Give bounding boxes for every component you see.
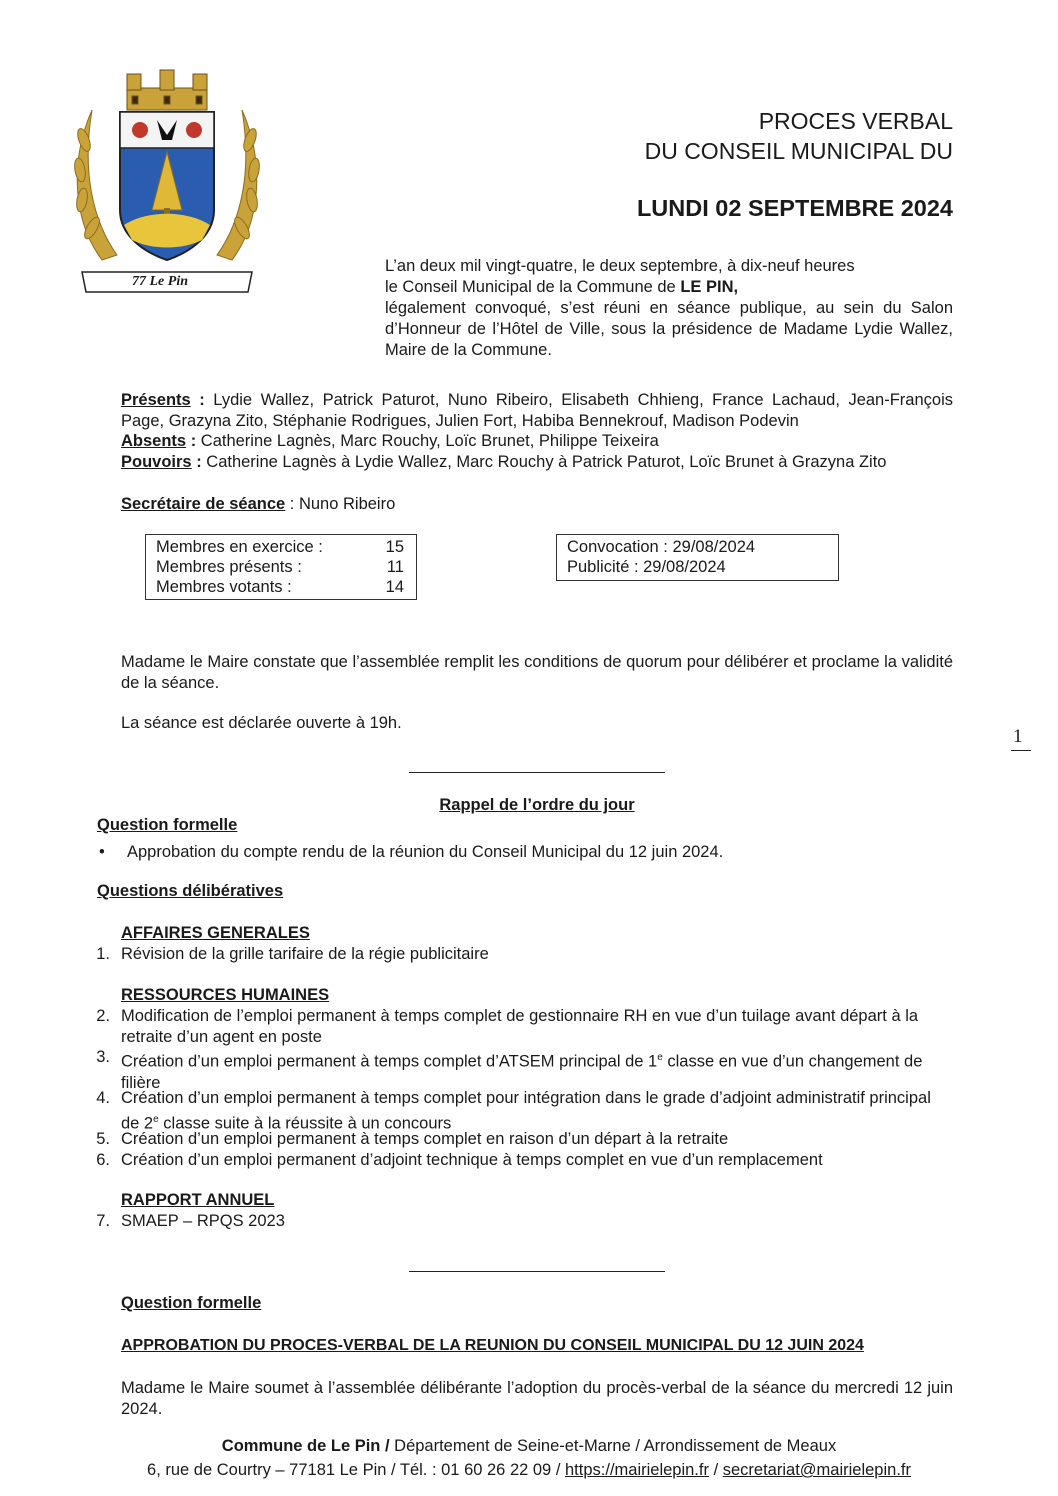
agenda-item-text: Création d’un emploi permanent à temps complet en raison d’un départ à la retraite <box>121 1130 729 1148</box>
pouvoirs-list: Catherine Lagnès à Lydie Wallez, Marc Rouchy à Patrick Paturot, Loïc Brunet à Grazyna Zito <box>206 453 887 471</box>
footer-line-1 <box>0 1437 1058 1456</box>
agenda-item <box>88 944 958 965</box>
bullet-icon: • <box>99 843 105 861</box>
agenda-item-number: 6. <box>96 1151 110 1169</box>
absents-list: Catherine Lagnès, Marc Rouchy, Loïc Brunet, Philippe Teixeira <box>200 432 659 450</box>
agenda-item-number: 1. <box>96 945 110 963</box>
intro-paragraph <box>385 256 953 361</box>
page-number: 1 <box>1013 726 1023 747</box>
absents-label: Absents <box>121 432 187 450</box>
footer-department: Département de Seine-et-Marne / Arrondissement de Meaux <box>389 1437 837 1455</box>
intro-line-2 <box>385 277 953 298</box>
coat-of-arms-logo <box>62 60 272 300</box>
section-affaires-generales: AFFAIRES GENERALES <box>121 924 310 942</box>
intro-line-2-prefix: le Conseil Municipal de la Commune de <box>385 278 681 296</box>
dates-box <box>556 534 839 581</box>
agenda-item-number: 5. <box>96 1130 110 1148</box>
secretaire-name: Nuno Ribeiro <box>298 495 396 513</box>
agenda-item-text: SMAEP – RPQS 2023 <box>121 1212 285 1230</box>
agenda-item-text: Création d’un emploi permanent à temps complet pour intégration dans le grade d’adjoint administratif principal de 2e classe suite à la réussite à un concours <box>121 1089 931 1133</box>
presents-list: Lydie Wallez, Patrick Paturot, Nuno Ribeiro, Elisabeth Chhieng, France Lachaud, Jean-François Page, Grazyna Zito, Stéphanie Rodrigues, Julien Fort, Habiba Bennekrouf, Madison Podevin <box>121 391 953 430</box>
agenda-item-text: Révision de la grille tarifaire de la régie publicitaire <box>121 945 489 963</box>
section-ressources-humaines: RESSOURCES HUMAINES <box>121 986 330 1004</box>
absents-paragraph: Absents : Catherine Lagnès, Marc Rouchy, Loïc Brunet, Philippe Teixeira <box>121 432 659 450</box>
divider <box>409 1271 665 1272</box>
title-line-1: PROCES VERBAL <box>758 108 953 134</box>
approbation-text: Madame le Maire soumet à l’assemblée délibérante l’adoption du procès-verbal de la séance du mercredi 12 juin 2024. <box>121 1379 953 1418</box>
website-link[interactable]: https://mairielepin.fr <box>565 1461 709 1479</box>
agenda-item <box>88 1006 958 1048</box>
title-line-2: DU CONSEIL MUNICIPAL DU <box>644 138 953 164</box>
approbation-title: APPROBATION DU PROCES-VERBAL DE LA REUNION DU CONSEIL MUNICIPAL DU 12 JUIN 2024 <box>121 1337 864 1354</box>
agenda-item-number: 7. <box>96 1212 110 1230</box>
secretaire-label: Secrétaire de séance <box>121 495 286 513</box>
agenda-item-number: 3. <box>96 1048 110 1066</box>
agenda-item <box>88 1047 958 1092</box>
members-count-box <box>145 534 417 600</box>
meeting-date-title: LUNDI 02 SEPTEMBRE 2024 <box>636 195 953 221</box>
formal-question-text: Approbation du compte rendu de la réunion du Conseil Municipal du 12 juin 2024. <box>127 843 724 861</box>
pouvoirs-label: Pouvoirs <box>121 453 192 471</box>
footer-address: 6, rue de Courtry – 77181 Le Pin / Tél. : 01 60 26 22 09 / <box>147 1461 565 1479</box>
agenda-item-text: Modification de l’emploi permanent à temps complet de gestionnaire RH en vue d’un tuilage avant départ à la retraite d’un agent en poste <box>121 1007 919 1046</box>
agenda-item <box>88 1211 958 1232</box>
agenda-title: Rappel de l’ordre du jour <box>439 796 635 814</box>
footer-commune: Commune de Le Pin / <box>221 1437 390 1455</box>
intro-rest: légalement convoqué, s’est réuni en séance publique, au sein du Salon d’Honneur de l’Hôtel de Ville, sous la présidence de Madame Lydie Wallez, Maire de la Commune. <box>385 299 953 359</box>
members-value: 14 <box>385 578 404 596</box>
formal-question-item <box>99 843 959 863</box>
members-label: Membres en exercice : <box>156 538 323 556</box>
members-row-presents <box>156 557 404 577</box>
members-row-exercice <box>156 537 404 557</box>
divider <box>409 772 665 773</box>
secretaire-paragraph: Secrétaire de séance : Nuno Ribeiro <box>121 495 396 513</box>
page-number-rule <box>1011 750 1031 751</box>
members-value: 11 <box>386 558 404 576</box>
formal-question-section-heading: Question formelle <box>121 1294 262 1312</box>
members-label: Membres votants : <box>156 578 292 596</box>
members-label: Membres présents : <box>156 558 302 576</box>
commune-name: LE PIN, <box>680 278 739 296</box>
agenda-item-text: Création d’un emploi permanent d’adjoint technique à temps complet en vue d’un remplacement <box>121 1151 823 1169</box>
agenda-item-text: Création d’un emploi permanent à temps complet d’ATSEM principal de 1e classe en vue d’un changement de filière <box>121 1052 923 1092</box>
ouverture-paragraph: La séance est déclarée ouverte à 19h. <box>121 714 402 732</box>
members-row-votants <box>156 577 404 597</box>
publicite-date: Publicité : 29/08/2024 <box>567 558 726 576</box>
logo-caption: 77 Le Pin <box>132 274 188 289</box>
agenda-item-number: 4. <box>96 1089 110 1107</box>
quorum-paragraph: Madame le Maire constate que l’assemblée remplit les conditions de quorum pour délibérer et proclame la validité de la séance. <box>121 653 953 692</box>
agenda-item <box>88 1088 958 1133</box>
intro-line-1: L’an deux mil vingt-quatre, le deux septembre, à dix-neuf heures <box>385 257 855 275</box>
agenda-item <box>88 1129 958 1150</box>
formal-question-heading: Question formelle <box>97 816 238 834</box>
members-value: 15 <box>385 538 404 556</box>
presents-paragraph: Présents : Lydie Wallez, Patrick Paturot, Nuno Ribeiro, Elisabeth Chhieng, France Lachaud, Jean-François Page, Grazyna Zito, Stéphanie Rodrigues, Julien Fort, Habiba Bennekrouf, Madison Podevin <box>121 391 953 430</box>
footer-separator: / <box>708 1461 723 1479</box>
agenda-item-number: 2. <box>96 1007 110 1025</box>
footer-line-2 <box>0 1461 1058 1480</box>
presents-label: Présents <box>121 391 191 409</box>
agenda-item <box>88 1150 958 1171</box>
deliberative-questions-heading: Questions délibératives <box>97 882 284 900</box>
email-link[interactable]: secretariat@mairielepin.fr <box>722 1461 911 1479</box>
section-rapport-annuel: RAPPORT ANNUEL <box>121 1191 275 1209</box>
convocation-date: Convocation : 29/08/2024 <box>567 538 756 556</box>
pouvoirs-paragraph: Pouvoirs : Catherine Lagnès à Lydie Wallez, Marc Rouchy à Patrick Paturot, Loïc Brunet à Grazyna Zito <box>121 453 887 471</box>
